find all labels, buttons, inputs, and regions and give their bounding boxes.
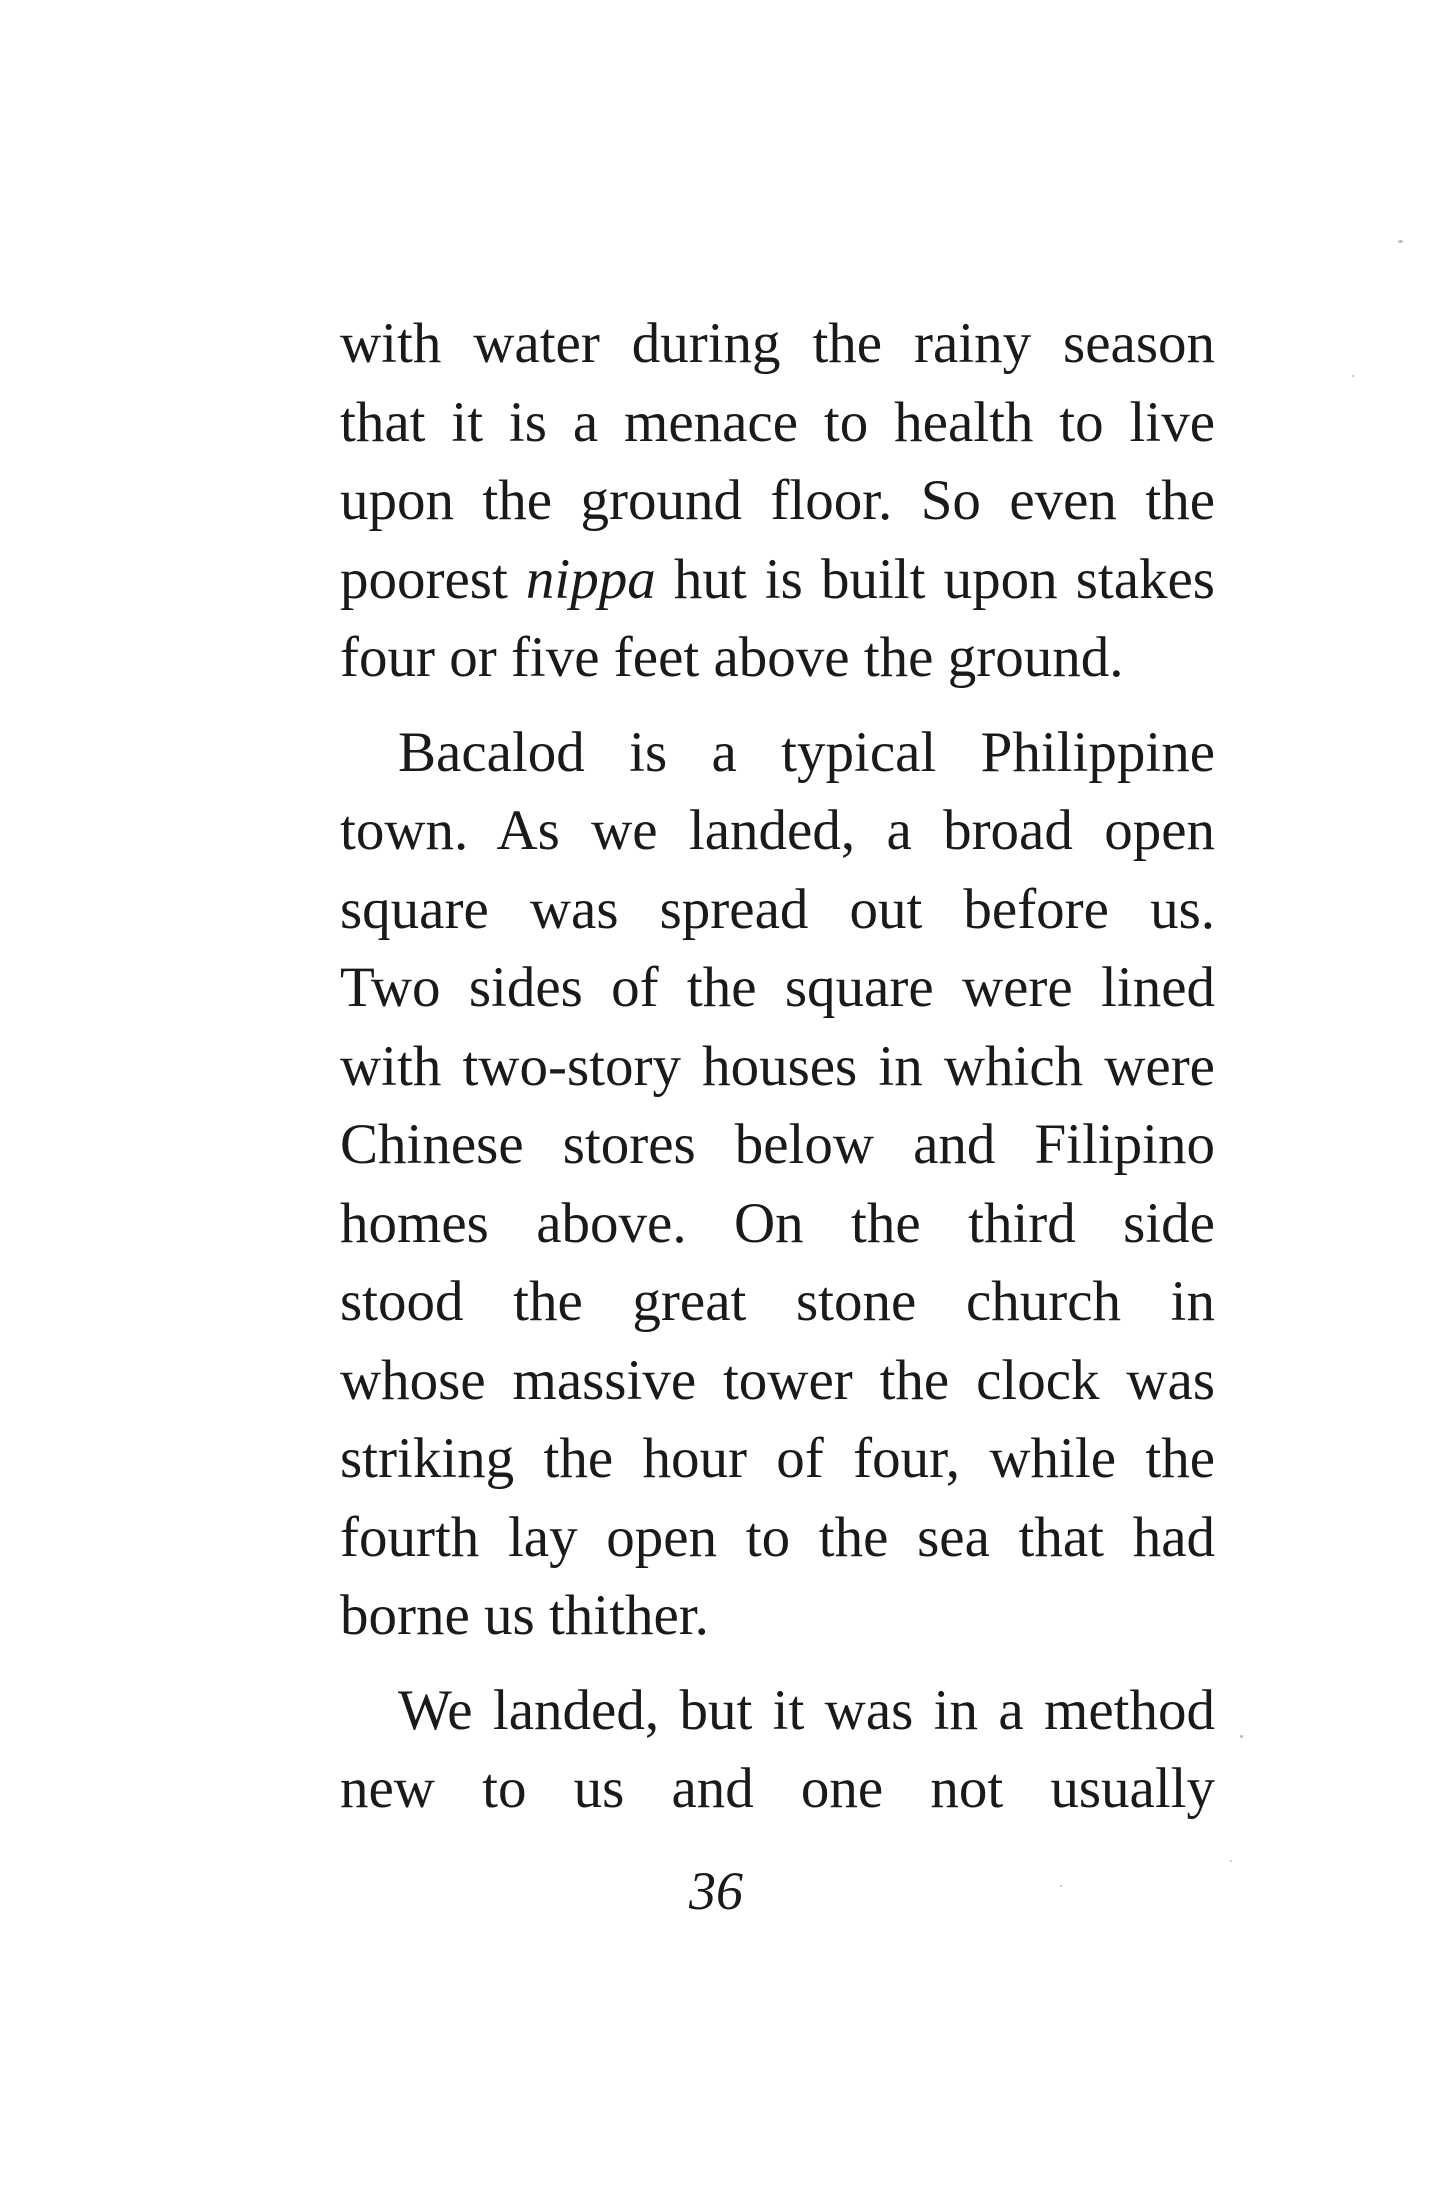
text-line: four or five feet above the ground. <box>340 626 1124 689</box>
text-line: upon the ground floor. So even the <box>340 469 1215 532</box>
text-line: town. As we landed, a broad open <box>340 799 1215 862</box>
text-line: with water during the rainy season <box>340 312 1215 375</box>
text-segment: poorest <box>340 547 526 611</box>
text-line: Bacalod is a typical Philippine <box>398 720 1215 784</box>
text-line: stood the great stone church in <box>340 1270 1215 1333</box>
scan-speck <box>1352 375 1354 377</box>
scan-speck <box>1398 240 1403 243</box>
paragraph-1 <box>340 305 1215 698</box>
scan-speck <box>1060 1885 1062 1887</box>
text-line: Two sides of the square were lined <box>340 956 1215 1019</box>
text-line: Chinese stores below and Filipino <box>340 1113 1215 1176</box>
paragraph-3 <box>340 1672 1215 1829</box>
text-line-with-italic <box>340 541 1215 620</box>
italic-word-nippa: nippa <box>525 547 656 611</box>
scan-speck <box>1230 1860 1232 1862</box>
text-line: borne us thither. <box>340 1584 709 1647</box>
text-line: striking the hour of four, while the <box>340 1427 1215 1490</box>
text-segment: hut is built upon stakes <box>655 547 1215 611</box>
text-line: We landed, but it was in a method <box>398 1678 1215 1742</box>
scan-speck <box>1240 1735 1243 1738</box>
text-line: homes above. On the third side <box>340 1191 1215 1255</box>
text-line: new to us and one not usually <box>340 1757 1215 1820</box>
paragraph-2 <box>340 714 1215 1656</box>
text-line: with two-story houses in which were <box>340 1034 1215 1098</box>
text-line: fourth lay open to the sea that had <box>340 1505 1215 1569</box>
text-line: that it is a menace to health to live <box>340 390 1215 454</box>
page-number: 36 <box>689 1861 743 1921</box>
text-line: whose massive tower the clock was <box>340 1348 1215 1412</box>
text-line: square was spread out before us. <box>340 877 1215 941</box>
body-text <box>340 305 1215 1829</box>
